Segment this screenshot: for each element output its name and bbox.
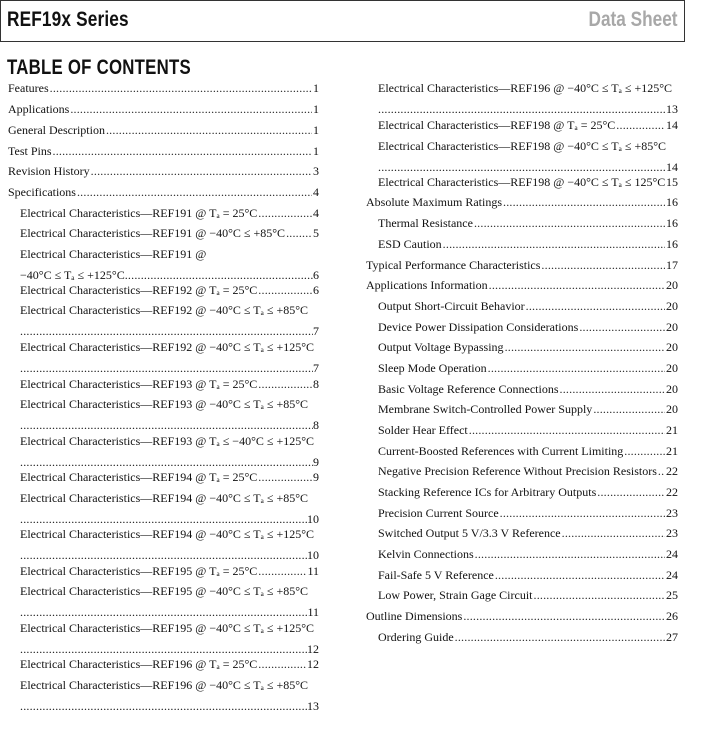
toc-entry[interactable] (378, 215, 678, 231)
toc-entry[interactable] (20, 225, 319, 241)
toc-entry[interactable] (378, 80, 678, 117)
toc-entry-title: Electrical Characteristics—REF195 @ −40°C ≤ Tₐ ≤ +85°C (20, 584, 309, 598)
toc-entry-title: Typical Performance Characteristics (366, 258, 541, 272)
toc-entry-page: 16 (666, 216, 678, 230)
toc-entry-page: 20 (666, 382, 678, 396)
toc-entry-title: Electrical Characteristics—REF193 @ Tₐ = 25°C (20, 377, 258, 391)
toc-entry-page: 8 (313, 377, 319, 391)
leader-dots (258, 205, 312, 221)
toc-entry-page: 6 (313, 283, 319, 297)
toc-entry[interactable] (20, 302, 319, 339)
toc-entry-page: 22 (666, 485, 678, 499)
leader-dots (503, 194, 665, 210)
toc-entry-title: Electrical Characteristics—REF196 @ −40°C ≤ Tₐ ≤ +85°C (20, 678, 309, 692)
toc-entry[interactable] (378, 484, 678, 500)
toc-entry[interactable] (20, 526, 319, 563)
toc-entry-title: Electrical Characteristics—REF192 @ −40°C ≤ Tₐ ≤ +85°C (20, 303, 309, 317)
toc-entry[interactable] (20, 433, 319, 470)
toc-entry[interactable] (20, 490, 319, 527)
toc-entry[interactable] (378, 236, 678, 252)
leader-dots (474, 215, 665, 231)
leader-dots (106, 122, 312, 138)
toc-entry-page: 7 (313, 324, 319, 338)
toc-entry[interactable] (8, 143, 319, 159)
toc-entry[interactable] (20, 396, 319, 433)
toc-entry-title: Electrical Characteristics—REF198 @ −40°C ≤ Tₐ ≤ +85°C (378, 139, 667, 153)
toc-entry[interactable] (8, 184, 319, 200)
toc-entry-page: 1 (313, 144, 319, 158)
toc-entry-title: Low Power, Strain Gage Circuit (378, 588, 533, 602)
toc-entry-title: Thermal Resistance (378, 216, 473, 230)
leader-dots (443, 236, 665, 252)
toc-entry-title: Electrical Characteristics—REF194 @ −40°C ≤ Tₐ ≤ +85°C (20, 491, 309, 505)
toc-entry-page: 7 (313, 361, 319, 375)
toc-entry[interactable] (20, 656, 319, 672)
toc-entry-page: 27 (666, 630, 678, 644)
leader-dots (258, 469, 312, 485)
toc-entry-title: Solder Hear Effect (378, 423, 468, 437)
toc-entry[interactable] (378, 174, 678, 190)
toc-entry-page: 23 (666, 506, 678, 520)
toc-entry-title: Switched Output 5 V/3.3 V Reference (378, 526, 561, 540)
toc-entry-title: Electrical Characteristics—REF191 @ Tₐ = 25°C (20, 206, 258, 220)
toc-entry[interactable] (378, 339, 678, 355)
toc-entry[interactable] (378, 381, 678, 397)
toc-entry-title: Ordering Guide (378, 630, 454, 644)
toc-entry-title: Electrical Characteristics—REF192 @ −40°C ≤ Tₐ ≤ +125°C (20, 340, 315, 354)
toc-entry[interactable] (378, 298, 678, 314)
leader-dots (579, 319, 665, 335)
toc-entry[interactable] (366, 277, 678, 293)
toc-entry-page: 9 (313, 470, 319, 484)
series-title: REF19x Series (7, 8, 129, 31)
toc-entry[interactable] (20, 339, 319, 376)
leader-dots (562, 525, 665, 541)
toc-entry-page: 12 (307, 642, 319, 656)
toc-entry-page: 16 (666, 237, 678, 251)
leader-dots (597, 484, 665, 500)
toc-entry-page: 10 (307, 548, 319, 562)
leader-dots (526, 298, 665, 314)
toc-entry-page: 11 (307, 605, 319, 619)
toc-entry[interactable] (378, 587, 678, 603)
toc-entry-page: 22 (666, 464, 678, 478)
leader-dots (541, 257, 665, 273)
leader-dots (70, 101, 312, 117)
leader-dots (20, 360, 313, 376)
toc-entry[interactable] (20, 246, 319, 283)
toc-heading: TABLE OF CONTENTS (7, 56, 191, 79)
toc-entry[interactable] (8, 122, 319, 138)
leader-dots (286, 225, 312, 241)
leader-dots (20, 698, 307, 714)
toc-entry-page: 6 (313, 268, 319, 282)
toc-entry-page: 13 (307, 699, 319, 713)
leader-dots (488, 360, 665, 376)
toc-entry[interactable] (378, 443, 678, 459)
toc-entry-page: 23 (666, 526, 678, 540)
leader-dots (20, 417, 313, 433)
toc-entry[interactable] (20, 469, 319, 485)
toc-entry-page: 3 (313, 164, 319, 178)
leader-dots (658, 463, 665, 479)
leader-dots (258, 282, 312, 298)
leader-dots (20, 547, 307, 563)
toc-entry-page: 1 (313, 123, 319, 137)
toc-entry-title: Electrical Characteristics—REF191 @ (20, 247, 207, 261)
leader-dots (616, 117, 665, 133)
toc-entry[interactable] (378, 422, 678, 438)
toc-entry[interactable] (378, 117, 678, 133)
leader-dots (77, 184, 312, 200)
toc-entry-title: Absolute Maximum Ratings (366, 195, 502, 209)
toc-entry-title: Electrical Characteristics—REF196 @ Tₐ = 25°C (20, 657, 258, 671)
toc-entry-title: Output Short-Circuit Behavior (378, 299, 525, 313)
leader-dots (91, 163, 312, 179)
toc-entry-title: Electrical Characteristics—REF196 @ −40°C ≤ Tₐ ≤ +125°C (378, 81, 673, 95)
toc-entry-title: Basic Voltage Reference Connections (378, 382, 559, 396)
toc-entry-page: 4 (313, 206, 319, 220)
toc-entry-title: Outline Dimensions (366, 609, 463, 623)
toc-entry[interactable] (378, 525, 678, 541)
leader-dots (378, 101, 666, 117)
leader-dots (258, 563, 306, 579)
toc-entry-title: Electrical Characteristics—REF195 @ −40°C ≤ Tₐ ≤ +125°C (20, 621, 315, 635)
toc-entry[interactable] (20, 620, 319, 657)
toc-entry-title: Device Power Dissipation Considerations (378, 320, 579, 334)
toc-entry-page: 24 (666, 547, 678, 561)
toc-entry-page: 15 (666, 175, 678, 189)
toc-entry-title: Electrical Characteristics—REF195 @ Tₐ = 25°C (20, 564, 258, 578)
toc-entry-page: 4 (313, 185, 319, 199)
toc-entry-page: 10 (307, 512, 319, 526)
leader-dots (534, 587, 666, 603)
toc-entry[interactable] (378, 138, 678, 175)
toc-entry-title: ESD Caution (378, 237, 442, 251)
toc-entry-title-continued: −40°C ≤ Tₐ ≤ +125°C (20, 268, 125, 282)
toc-entry-title: Specifications (8, 185, 76, 199)
leader-dots (378, 159, 666, 175)
toc-entry-page: 5 (313, 226, 319, 240)
leader-dots (50, 80, 312, 96)
leader-dots (20, 604, 307, 620)
leader-dots (505, 339, 665, 355)
toc-entry-title: Precision Current Source (378, 506, 499, 520)
toc-entry-title: Electrical Characteristics—REF198 @ −40°C ≤ Tₐ ≤ 125°C (378, 175, 666, 189)
toc-entry-title: Fail-Safe 5 V Reference (378, 568, 494, 582)
toc-entry-page: 24 (666, 568, 678, 582)
toc-entry-page: 26 (666, 609, 678, 623)
leader-dots (469, 422, 665, 438)
toc-entry-title: Electrical Characteristics—REF191 @ −40°C ≤ +85°C (20, 226, 286, 240)
toc-entry[interactable] (8, 163, 319, 179)
toc-entry[interactable] (8, 101, 319, 117)
toc-entry-title: Membrane Switch-Controlled Power Supply (378, 402, 593, 416)
leader-dots (475, 546, 665, 562)
toc-entry-title: Electrical Characteristics—REF192 @ Tₐ = 25°C (20, 283, 258, 297)
leader-dots (258, 376, 312, 392)
toc-entry-page: 13 (666, 102, 678, 116)
toc-entry-page: 1 (313, 81, 319, 95)
toc-entry-title: Electrical Characteristics—REF193 @ Tₐ ≤ −40°C ≤ +125°C (20, 434, 315, 448)
toc-entry-title: Kelvin Connections (378, 547, 474, 561)
toc-entry-page: 17 (666, 258, 678, 272)
toc-entry[interactable] (20, 376, 319, 392)
toc-entry-title: Test Pins (8, 144, 52, 158)
toc-entry[interactable] (20, 563, 319, 579)
toc-entry-page: 9 (313, 455, 319, 469)
toc-entry-page: 8 (313, 418, 319, 432)
toc-entry-page: 1 (313, 102, 319, 116)
toc-entry[interactable] (378, 546, 678, 562)
toc-entry-page: 20 (666, 299, 678, 313)
toc-entry-title: Features (8, 81, 49, 95)
toc-entry-title: Current-Boosted References with Current Limiting (378, 444, 624, 458)
toc-entry-title: Electrical Characteristics—REF193 @ −40°C ≤ Tₐ ≤ +85°C (20, 397, 309, 411)
leader-dots (593, 401, 665, 417)
toc-entry-page: 14 (666, 160, 678, 174)
toc-entry-page: 21 (666, 444, 678, 458)
toc-entry[interactable] (20, 583, 319, 620)
leader-dots (463, 608, 665, 624)
leader-dots (624, 443, 665, 459)
toc-entry-title: Applications Information (366, 278, 488, 292)
toc-entry-title: Electrical Characteristics—REF198 @ Tₐ = 25°C (378, 118, 616, 132)
toc-entry-title: Electrical Characteristics—REF194 @ −40°C ≤ Tₐ ≤ +125°C (20, 527, 315, 541)
toc-entry[interactable] (20, 677, 319, 714)
leader-dots (125, 267, 313, 283)
toc-entry-title: Negative Precision Reference Without Precision Resistors (378, 464, 657, 478)
leader-dots (20, 641, 307, 657)
toc-entry-title: Electrical Characteristics—REF194 @ Tₐ = 25°C (20, 470, 258, 484)
toc-entry[interactable] (378, 629, 678, 645)
toc-entry[interactable] (378, 505, 678, 521)
leader-dots (560, 381, 665, 397)
toc-entry-page: 14 (666, 118, 678, 132)
toc-entry-title: Sleep Mode Operation (378, 361, 487, 375)
toc-entry[interactable] (8, 80, 319, 96)
toc-entry-page: 11 (307, 564, 319, 578)
leader-dots (20, 511, 307, 527)
toc-entry[interactable] (378, 360, 678, 376)
leader-dots (500, 505, 665, 521)
toc-entry-title: Revision History (8, 164, 90, 178)
toc-entry-title: Stacking Reference ICs for Arbitrary Outputs (378, 485, 597, 499)
toc-entry[interactable] (366, 194, 678, 210)
page-header (0, 0, 685, 42)
toc-entry-title: Output Voltage Bypassing (378, 340, 504, 354)
leader-dots (20, 323, 313, 339)
leader-dots (258, 656, 306, 672)
toc-entry[interactable] (378, 463, 678, 479)
toc-entry-page: 21 (666, 423, 678, 437)
leader-dots (495, 567, 665, 583)
toc-entry-page: 25 (666, 588, 678, 602)
toc-entry[interactable] (378, 319, 678, 335)
leader-dots (489, 277, 665, 293)
toc-entry-page: 20 (666, 340, 678, 354)
toc-entry-page: 12 (307, 657, 319, 671)
toc-entry[interactable] (366, 608, 678, 624)
toc-entry-title: General Description (8, 123, 105, 137)
toc-entry-page: 16 (666, 195, 678, 209)
toc-entry-page: 20 (666, 361, 678, 375)
leader-dots (455, 629, 665, 645)
toc-entry-page: 20 (666, 402, 678, 416)
toc-entry[interactable] (378, 401, 678, 417)
toc-entry[interactable] (366, 257, 678, 273)
doc-type-label: Data Sheet (588, 8, 678, 31)
toc-entry-page: 20 (666, 320, 678, 334)
toc-entry-page: 20 (666, 278, 678, 292)
toc-entry[interactable] (378, 567, 678, 583)
leader-dots (53, 143, 313, 159)
toc-entry-title: Applications (8, 102, 70, 116)
toc-entry[interactable] (20, 282, 319, 298)
toc-entry[interactable] (20, 205, 319, 221)
leader-dots (20, 454, 313, 470)
